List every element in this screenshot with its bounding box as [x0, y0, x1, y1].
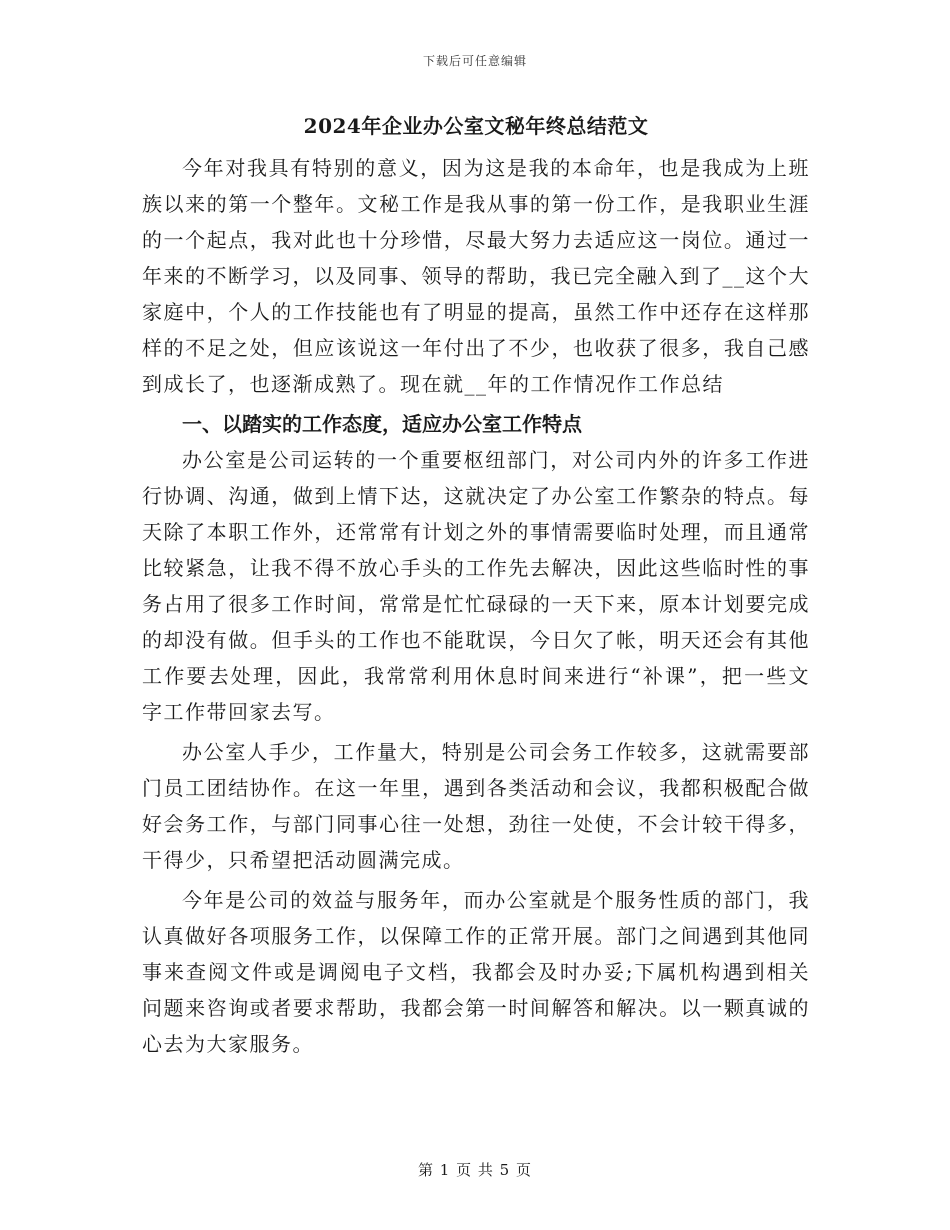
page-header-note: 下载后可任意编辑: [422, 54, 527, 68]
section-1-paragraph-2: 办公室人手少，工作量大，特别是公司会务工作较多，这就需要部门员工团结协作。在这一年里，遇到各类活动和会议，我都积极配合做好会务工作，与部门同事心往一处想，劲往一处使，不会计较干得多，干得少，只希望把活动圆满完成。: [142, 740, 810, 872]
section-1-paragraph-1: 办公室是公司运转的一个重要枢纽部门，对公司内外的许多工作进行协调、沟通，做到上情下达，这就决定了办公室工作繁杂的特点。每天除了本职工作外，还常常有计划之外的事情需要临时处理，而且通常比较紧急，让我不得不放心手头的工作先去解决，因此这些临时性的事务占用了很多工作时间，常常是忙忙碌碌的一天下来，原本计划要完成的却没有做。但手头的工作也不能耽误，今日欠了帐，明天还会有其他工作要去处理，因此，我常常利用休息时间来进行“补课”，把一些文字工作带回家去写。: [142, 448, 810, 724]
page-number-footer: 第 1 页 共 5 页: [418, 1161, 532, 1179]
section-1-heading: 一、以踏实的工作态度，适应办公室工作特点: [182, 412, 582, 436]
document-body: [142, 110, 810, 1062]
intro-paragraph: 今年对我具有特别的意义，因为这是我的本命年，也是我成为上班族以来的第一个整年。文秘工作是我从事的第一份工作，是我职业生涯的一个起点，我对此也十分珍惜，尽最大努力去适应这一岗位。通过一年来的不断学习，以及同事、领导的帮助，我已完全融入到了__这个大家庭中，个人的工作技能也有了明显的提高，虽然工作中还存在这样那样的不足之处，但应该说这一年付出了不少，也收获了很多，我自己感到成长了，也逐渐成熟了。现在就__年的工作情况作工作总结: [142, 156, 810, 396]
section-1-paragraph-3: 今年是公司的效益与服务年，而办公室就是个服务性质的部门，我认真做好各项服务工作，以保障工作的正常开展。部门之间遇到其他同事来查阅文件或是调阅电子文档，我都会及时办妥;下属机构遇到相关问题来咨询或者要求帮助，我都会第一时间解答和解决。以一颗真诚的心去为大家服务。: [142, 888, 810, 1056]
document-title: 2024年企业办公室文秘年终总结范文: [303, 114, 649, 138]
